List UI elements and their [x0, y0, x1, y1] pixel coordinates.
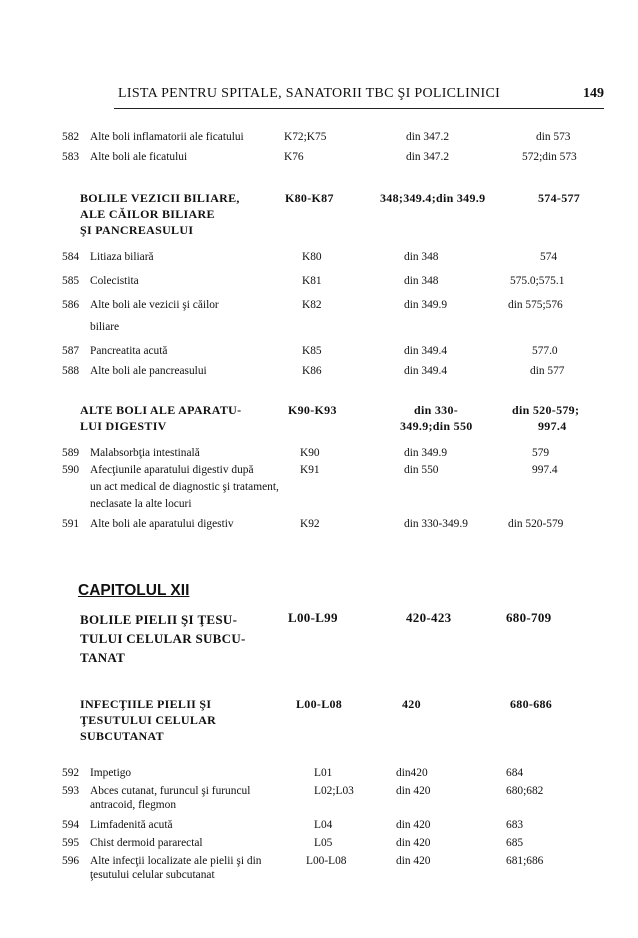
section-title-line: ALTE BOLI ALE APARATU- [80, 403, 242, 417]
disease-name: Alte boli ale aparatului digestiv [90, 518, 234, 530]
alt-code: 577.0 [532, 345, 558, 357]
icd10-code: K86 [302, 365, 322, 377]
alt-code: 685 [506, 837, 524, 849]
entry-number: 587 [62, 345, 80, 357]
table-row [62, 784, 544, 811]
table-row [62, 854, 544, 881]
icd10-code: K81 [302, 275, 322, 287]
disease-name-continued: un act medical de diagnostic şi tratament, [90, 481, 279, 493]
icd9-code: din 349.4 [404, 365, 448, 377]
table-row [62, 836, 524, 850]
entry-number: 592 [62, 767, 80, 779]
section-code: K80-K87 [285, 191, 334, 205]
table-row [62, 364, 565, 378]
icd9-code: din 348 [404, 251, 439, 263]
disease-name: Afecţiunile aparatului digestiv după [90, 464, 254, 476]
section-code: L00-L99 [288, 610, 338, 625]
entry-number: 582 [62, 131, 80, 143]
section-icd9: 420 [402, 697, 421, 711]
table-row [62, 274, 565, 288]
icd9-code: din 349.4 [404, 345, 448, 357]
alt-code: din 520-579 [508, 518, 564, 530]
section-title-line: BOLILE VEZICII BILIARE, [80, 191, 240, 205]
section-title-line: TULUI CELULAR SUBCU- [80, 631, 246, 646]
section-title-line: ŢESUTULUI CELULAR [80, 713, 217, 727]
section-title-line: ALE CĂILOR BILIARE [80, 207, 215, 221]
icd9-code: din 347.2 [406, 131, 450, 143]
table-row [62, 766, 524, 780]
section-icd9: din 330- [414, 403, 459, 417]
alt-code: 680;682 [506, 785, 544, 797]
disease-name: Limfadenită acută [90, 819, 173, 831]
chapter-heading: CAPITOLUL XII [78, 582, 190, 599]
section-title-line: LUI DIGESTIV [80, 419, 167, 433]
running-title: LISTA PENTRU SPITALE, SANATORII TBC ŞI POLICLINICI [118, 86, 501, 101]
alt-code: 572;din 573 [522, 151, 577, 163]
entry-number: 586 [62, 299, 80, 311]
header-rule [114, 108, 604, 109]
icd10-code: L00-L08 [306, 855, 347, 867]
alt-code: din 573 [536, 131, 571, 143]
icd9-code: din 420 [396, 837, 431, 849]
icd9-code: din 349.9 [404, 447, 448, 459]
alt-code: 684 [506, 767, 524, 779]
table-row [62, 130, 571, 144]
table-row [62, 517, 564, 531]
icd9-code: din 347.2 [406, 151, 450, 163]
icd9-code: din 348 [404, 275, 439, 287]
disease-name: Alte boli ale ficatului [90, 151, 188, 163]
disease-name-continued: biliare [90, 321, 120, 333]
section-code: L00-L08 [296, 697, 343, 711]
table-row [62, 250, 558, 264]
entry-number: 583 [62, 151, 80, 163]
entry-number: 585 [62, 275, 80, 287]
disease-name: Chist dermoid pararectal [90, 837, 203, 849]
icd10-code: K82 [302, 299, 322, 311]
icd9-code: din420 [396, 767, 428, 779]
icd10-code: K90 [300, 447, 320, 459]
page-header [118, 86, 604, 110]
icd9-code: din 550 [404, 464, 439, 476]
page-number: 149 [583, 86, 604, 101]
alt-code: 575.0;575.1 [510, 275, 565, 287]
table-row [62, 818, 524, 832]
alt-code: 574 [540, 251, 558, 263]
section-heading [80, 696, 216, 744]
disease-name: Abces cutanat, furuncul şi furuncul [90, 785, 251, 797]
disease-name: Impetigo [90, 767, 132, 779]
section-title-line: BOLILE PIELII ŞI ŢESU- [80, 612, 238, 627]
section-alt-code: din 520-579; [512, 403, 580, 417]
disease-name: Litiaza biliară [90, 251, 154, 263]
icd9-code: din 420 [396, 855, 431, 867]
section-icd9: 349.9;din 550 [400, 419, 473, 433]
table-row [62, 463, 558, 510]
section-icd9: 348;349.4;din 349.9 [380, 191, 486, 205]
table-row [62, 298, 563, 333]
alt-code: 683 [506, 819, 524, 831]
alt-code: din 577 [530, 365, 565, 377]
section-alt-code: 574-577 [538, 191, 581, 205]
icd10-code: L05 [314, 837, 333, 849]
section-title-line: INFECŢIILE PIELII ŞI [80, 697, 212, 711]
disease-name: Alte boli ale pancreasului [90, 365, 207, 377]
disease-name: Alte boli inflamatorii ale ficatului [90, 131, 244, 143]
section-alt-code: 680-709 [506, 610, 552, 625]
section-title-line: ŞI PANCREASULUI [80, 223, 194, 237]
entry-number: 590 [62, 464, 80, 476]
icd10-code: K72;K75 [284, 131, 327, 143]
entry-number: 584 [62, 251, 80, 263]
disease-name: Alte boli ale vezicii şi căilor [90, 299, 219, 311]
icd10-code: L01 [314, 767, 333, 779]
icd9-code: din 330-349.9 [404, 518, 468, 530]
alt-code: 579 [532, 447, 550, 459]
icd10-code: K76 [284, 151, 304, 163]
entry-number: 588 [62, 365, 80, 377]
section-heading [80, 190, 240, 238]
icd9-code: din 349.9 [404, 299, 448, 311]
disease-name: Colecistita [90, 275, 139, 287]
alt-code: din 575;576 [508, 299, 563, 311]
entry-number: 593 [62, 785, 80, 797]
section-code: K90-K93 [288, 403, 337, 417]
icd9-code: din 420 [396, 819, 431, 831]
disease-name-continued: antracoid, flegmon [90, 799, 177, 811]
entry-number: 595 [62, 837, 80, 849]
section-alt-code: 997.4 [538, 419, 567, 433]
table-row [62, 446, 550, 460]
disease-name-continued: ţesutului celular subcutanat [90, 869, 215, 881]
table-row [62, 344, 558, 358]
disease-name: Malabsorbţia intestinală [90, 447, 200, 459]
section-title-line: SUBCUTANAT [80, 729, 164, 743]
entry-number: 594 [62, 819, 80, 831]
section-heading [80, 402, 241, 434]
icd10-code: K85 [302, 345, 322, 357]
entry-number: 589 [62, 447, 80, 459]
section-alt-code: 680-686 [510, 697, 553, 711]
disease-name-continued: neclasate la alte locuri [90, 498, 192, 510]
icd9-code: din 420 [396, 785, 431, 797]
icd10-code: L04 [314, 819, 333, 831]
disease-name: Alte infecţii localizate ale pielii şi din [90, 855, 262, 867]
entry-number: 596 [62, 855, 80, 867]
section-title-line: TANAT [80, 650, 126, 665]
section-heading [80, 610, 246, 667]
icd10-code: K80 [302, 251, 322, 263]
alt-code: 997.4 [532, 464, 558, 476]
icd10-code: K92 [300, 518, 320, 530]
entry-number: 591 [62, 518, 80, 530]
table-row [62, 150, 577, 164]
icd10-code: L02;L03 [314, 785, 354, 797]
alt-code: 681;686 [506, 855, 544, 867]
disease-name: Pancreatita acută [90, 345, 168, 357]
icd10-code: K91 [300, 464, 320, 476]
section-icd9: 420-423 [406, 610, 452, 625]
